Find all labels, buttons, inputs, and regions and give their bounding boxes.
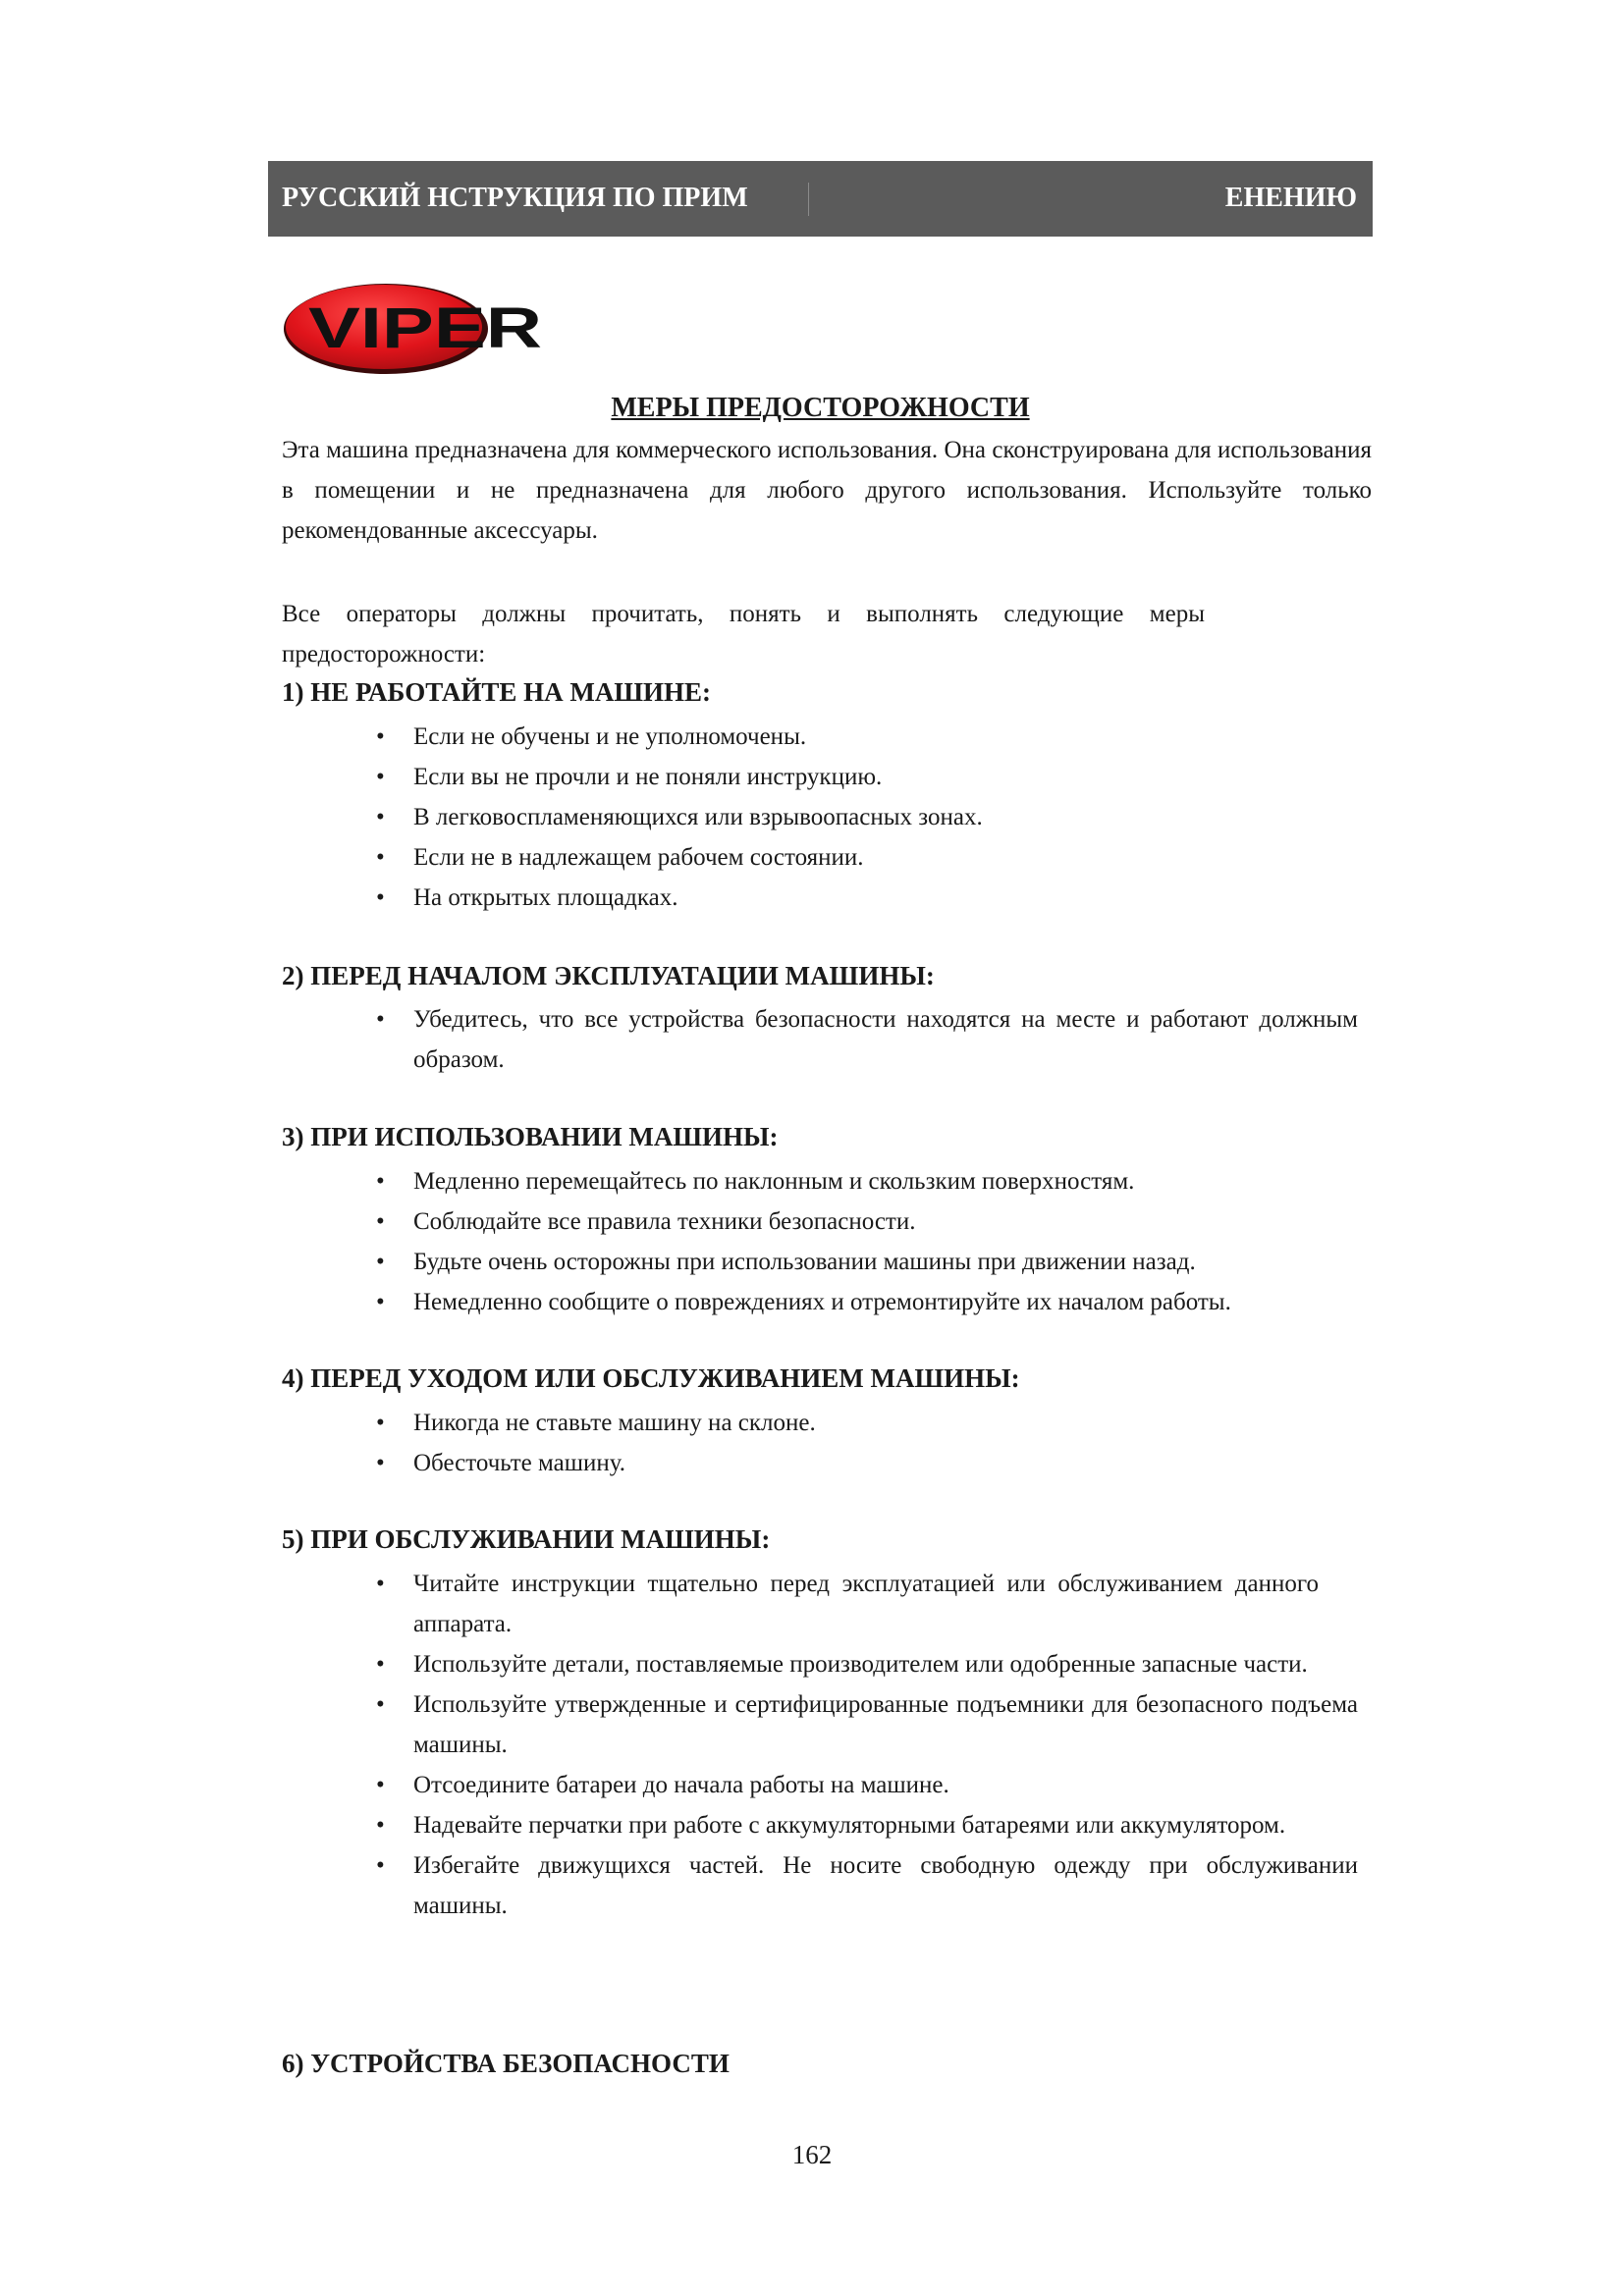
logo-text: VIPER: [308, 296, 542, 360]
header-left-text: РУССКИЙ НСТРУКЦИЯ ПО ПРИМ: [282, 183, 748, 213]
section-3-heading: 3) ПРИ ИСПОЛЬЗОВАНИИ МАШИНЫ:: [282, 1122, 779, 1151]
list-item: • Если вы не прочли и не поняли инструкцию.: [376, 757, 1358, 797]
section-1-heading: 1) НЕ РАБОТАЙТЕ НА МАШИНЕ:: [282, 677, 712, 707]
list-item: • Используйте детали, поставляемые производителем или одобренные запасные части.: [376, 1644, 1358, 1684]
list-item: • Если не обучены и не уполномочены.: [376, 717, 1358, 757]
list-item: • На открытых площадках.: [376, 878, 1358, 918]
header-divider: [808, 183, 809, 216]
section-3-list: [376, 1161, 1358, 1322]
section-5-list: [376, 1564, 1358, 1926]
section-4-heading: 4) ПЕРЕД УХОДОМ ИЛИ ОБСЛУЖИВАНИЕМ МАШИНЫ:: [282, 1363, 1020, 1393]
list-item: • Медленно перемещайтесь по наклонным и скользким поверхностям.: [376, 1161, 1358, 1201]
section-2-list: [376, 999, 1358, 1080]
section-6-heading: 6) УСТРОЙСТВА БЕЗОПАСНОСТИ: [282, 2049, 730, 2078]
list-item: • Немедленно сообщите о повреждениях и отремонтируйте их началом работы.: [376, 1282, 1358, 1322]
viper-logo: [283, 281, 548, 377]
section-1-list: [376, 717, 1358, 918]
list-item: • Убедитесь, что все устройства безопасности находятся на месте и работают должным образом.: [376, 999, 1358, 1080]
page-number: 162: [791, 2140, 833, 2169]
list-item: • Читайте инструкции тщательно перед эксплуатацией или обслуживанием данного аппарата.: [376, 1564, 1358, 1644]
intro-paragraph: Эта машина предназначена для коммерческого использования. Она сконструирована для использования в помещении и не предназначена для любого другого использования. Используйте только рекомендованные аксессуары.: [282, 437, 1372, 544]
list-item: • Избегайте движущихся частей. Не носите свободную одежду при обслуживании машины.: [376, 1845, 1358, 1926]
list-item: • Если не в надлежащем рабочем состоянии.: [376, 837, 1358, 878]
list-item: • Надевайте перчатки при работе с аккумуляторными батареями или аккумулятором.: [376, 1805, 1358, 1845]
document-title: МЕРЫ ПРЕДОСТОРОЖНОСТИ: [611, 393, 1030, 423]
section-2-heading: 2) ПЕРЕД НАЧАЛОМ ЭКСПЛУАТАЦИИ МАШИНЫ:: [282, 961, 935, 990]
list-item: • Будьте очень осторожны при использовании машины при движении назад.: [376, 1242, 1358, 1282]
header-right-text: ЕНЕНИЮ: [1224, 183, 1357, 213]
header-bar: [268, 161, 1373, 237]
operators-paragraph: Все операторы должны прочитать, понять и выполнять следующие меры предосторожности:: [282, 601, 1205, 667]
section-4-list: [376, 1403, 1358, 1483]
list-item: • Отсоедините батареи до начала работы на машине.: [376, 1765, 1358, 1805]
list-item: • В легковоспламеняющихся или взрывоопасных зонах.: [376, 797, 1358, 837]
list-item: • Никогда не ставьте машину на склоне.: [376, 1403, 1358, 1443]
list-item: • Обесточьте машину.: [376, 1443, 1358, 1483]
list-item: • Используйте утвержденные и сертифицированные подъемники для безопасного подъема машины.: [376, 1684, 1358, 1765]
list-item: • Соблюдайте все правила техники безопасности.: [376, 1201, 1358, 1242]
section-5-heading: 5) ПРИ ОБСЛУЖИВАНИИ МАШИНЫ:: [282, 1524, 771, 1554]
